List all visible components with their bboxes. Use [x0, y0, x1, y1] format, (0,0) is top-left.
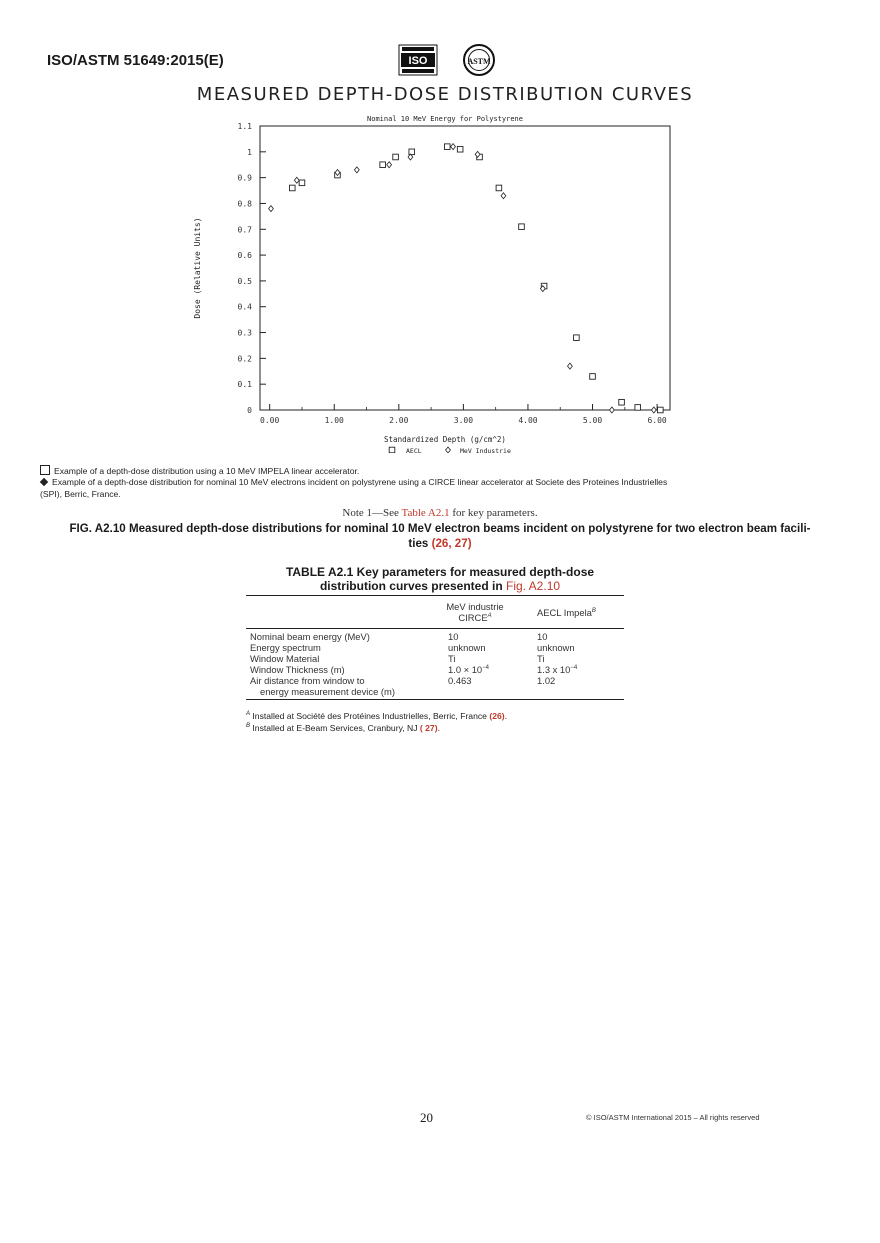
x-tick-label: 1.00 — [324, 416, 344, 425]
note-suffix: for key parameters. — [449, 507, 538, 519]
figure-note — [0, 507, 880, 519]
row-value-spectrum-aecl: unknown — [537, 642, 575, 653]
aecl-point — [496, 185, 502, 191]
astm-logo — [462, 42, 496, 78]
aecl-point — [289, 185, 295, 191]
footnote-a-link[interactable]: (26) — [489, 711, 505, 721]
mev-industrie-point — [294, 177, 299, 183]
standard-id: ISO/ASTM 51649:2015(E) — [47, 52, 224, 69]
row-value-air-mev: 0.463 — [448, 675, 472, 686]
aecl-point — [457, 146, 463, 152]
copyright-notice: © ISO/ASTM International 2015 – All rights reserved — [586, 1113, 760, 1122]
iso-logo-text: ISO — [408, 55, 428, 67]
row-value-air-aecl: 1.02 — [537, 675, 556, 686]
caption-reference-link[interactable]: (26, 27) — [431, 537, 472, 550]
aecl-point — [380, 162, 386, 168]
table-title-text-2: distribution curves presented in — [319, 579, 506, 593]
page-number: 20 — [420, 1110, 433, 1125]
legend-aecl-marker — [389, 447, 395, 453]
legend-aecl-label: AECL — [406, 447, 422, 453]
note-table-link[interactable]: Table A2.1 — [401, 507, 450, 519]
row-label-spectrum: Energy spectrum — [250, 642, 321, 653]
x-tick-label: 4.00 — [518, 416, 538, 425]
y-tick-label: 0 — [247, 406, 252, 415]
plot-frame — [260, 126, 670, 410]
col-header-aecl-text: AECL Impela — [537, 607, 592, 618]
row-value-energy-mev: 10 — [448, 631, 459, 642]
footnote-b: $^B$ Installed at E-Beam Services, Cranbury, NJ ( 27). — [246, 723, 440, 733]
table-figure-link[interactable]: Fig. A2.10 — [506, 579, 561, 593]
figure-caption — [40, 521, 840, 551]
footnote-b-text: Installed at E-Beam Services, Cranbury, NJ — [252, 723, 420, 733]
legend-mev-label: MeV Industrie — [460, 447, 511, 453]
chart-title: Nominal 10 MeV Energy for Polystyrene — [367, 115, 523, 123]
caption-line-1: FIG. A2.10 Measured depth-dose distributions for nominal 10 MeV electron beams incident on polystyrene for two electron beam facili- — [69, 522, 811, 535]
col-header-mev-line-2 — [442, 612, 508, 623]
col-header-mev-line-1: MeV industrie — [446, 601, 504, 612]
legend-square-line — [40, 465, 359, 477]
table-bottom-rule — [246, 699, 624, 700]
aecl-point — [519, 224, 525, 230]
table-title-line-1: TABLE A2.1 Key parameters for measured depth-dose — [285, 565, 595, 579]
footnote-b-mark: B — [246, 723, 251, 730]
table-header-rule — [246, 628, 624, 629]
mev-industrie-point — [269, 206, 274, 212]
legend-diamond-line-2: (SPI), Berric, France. — [40, 489, 121, 499]
aecl-point — [658, 407, 664, 413]
aecl-point — [393, 154, 399, 160]
mev-industrie-point — [501, 193, 506, 199]
row-value-material-aecl: Ti — [537, 653, 545, 664]
row-value-thickness-mev — [448, 664, 489, 675]
y-axis-label: Dose (Relative Units) — [193, 217, 202, 319]
y-tick-label: 0.9 — [237, 173, 252, 183]
iso-logo — [398, 44, 438, 76]
caption-text-2: ties — [408, 537, 432, 550]
footnote-a: $^A$ Installed at Société des Protéines Industrielles, Berric, France (26). — [246, 711, 508, 721]
aecl-point — [590, 374, 596, 380]
col-header-mev — [442, 601, 508, 623]
thickness-aecl-base: 1.3 x 10 — [537, 664, 571, 675]
note-prefix: Note 1—See — [342, 507, 402, 519]
y-tick-label: 1.1 — [237, 122, 252, 131]
table-title — [250, 565, 630, 593]
y-tick-label: 0.1 — [237, 380, 252, 390]
row-value-material-mev: Ti — [448, 653, 456, 664]
caption-line-2 — [40, 536, 840, 551]
square-marker-icon — [40, 465, 50, 475]
x-axis-label: Standardized Depth (g/cm^2) — [384, 435, 506, 444]
row-label-air-distance-2: energy measurement device (m) — [260, 686, 395, 697]
y-tick-label: 0.4 — [237, 302, 252, 312]
mev-industrie-point — [568, 363, 573, 369]
col-header-circe: CIRCE — [458, 612, 488, 623]
x-tick-label: 3.00 — [453, 416, 474, 425]
aecl-point — [619, 399, 625, 405]
x-tick-label: 6.00 — [647, 416, 667, 425]
footnote-a-mark: A — [246, 711, 251, 718]
y-tick-label: 0.2 — [237, 354, 252, 364]
figure-heading: MEASURED DEPTH-DOSE DISTRIBUTION CURVES — [196, 84, 694, 105]
legend-diamond-text: Example of a depth-dose distribution for nominal 10 MeV electrons incident on polystyrene using a CIRCE linear accelerator at Societe des Proteines Industrielles — [52, 477, 668, 487]
diamond-marker-icon — [40, 478, 48, 486]
col-header-mark-a: A — [487, 612, 492, 619]
mev-industrie-point — [451, 144, 456, 150]
thickness-mev-exp: −4 — [482, 664, 489, 671]
y-tick-label: 0.5 — [237, 276, 252, 286]
row-label-material: Window Material — [250, 653, 320, 664]
aecl-point — [409, 149, 415, 155]
depth-dose-chart — [180, 108, 700, 453]
x-tick-label: 2.00 — [389, 416, 409, 425]
y-tick-label: 0.6 — [237, 251, 252, 261]
table-top-rule — [246, 595, 624, 596]
aecl-point — [299, 180, 305, 186]
row-label-air-distance: Air distance from window to — [250, 675, 365, 686]
aecl-point — [574, 335, 580, 341]
footnote-a-text: Installed at Société des Protéines Industrielles, Berric, France — [252, 711, 490, 721]
legend-diamond-line — [40, 477, 667, 488]
aecl-point — [444, 144, 450, 150]
y-tick-label: 0.8 — [237, 199, 252, 209]
table-title-line-2 — [250, 579, 630, 593]
mev-industrie-point — [354, 167, 359, 173]
row-value-thickness-aecl — [537, 664, 577, 675]
row-label-energy: Nominal beam energy (MeV) — [250, 631, 370, 642]
row-value-spectrum-mev: unknown — [448, 642, 486, 653]
row-label-thickness: Window Thickness (m) — [250, 664, 345, 675]
legend-mev-marker — [446, 447, 451, 453]
legend-square-text: Example of a depth-dose distribution using a 10 MeV IMPELA linear accelerator. — [54, 466, 360, 476]
x-tick-label: 0.00 — [260, 416, 280, 425]
mev-industrie-point — [609, 407, 614, 413]
aecl-point — [635, 405, 641, 411]
col-header-mark-b: B — [591, 607, 596, 614]
y-tick-label: 0.7 — [237, 225, 252, 235]
y-tick-label: 0.3 — [237, 328, 252, 338]
thickness-mev-base: 1.0 × 10 — [448, 664, 483, 675]
mev-industrie-point — [651, 407, 656, 413]
astm-logo-text: ASTM — [467, 57, 491, 66]
footnote-b-link[interactable]: ( 27) — [419, 723, 438, 733]
mev-industrie-point — [387, 162, 392, 168]
thickness-aecl-exp: −4 — [570, 664, 578, 671]
col-header-aecl — [537, 607, 596, 618]
x-tick-label: 5.00 — [582, 416, 603, 425]
y-tick-label: 1 — [247, 147, 252, 157]
row-value-energy-aecl: 10 — [537, 631, 548, 642]
